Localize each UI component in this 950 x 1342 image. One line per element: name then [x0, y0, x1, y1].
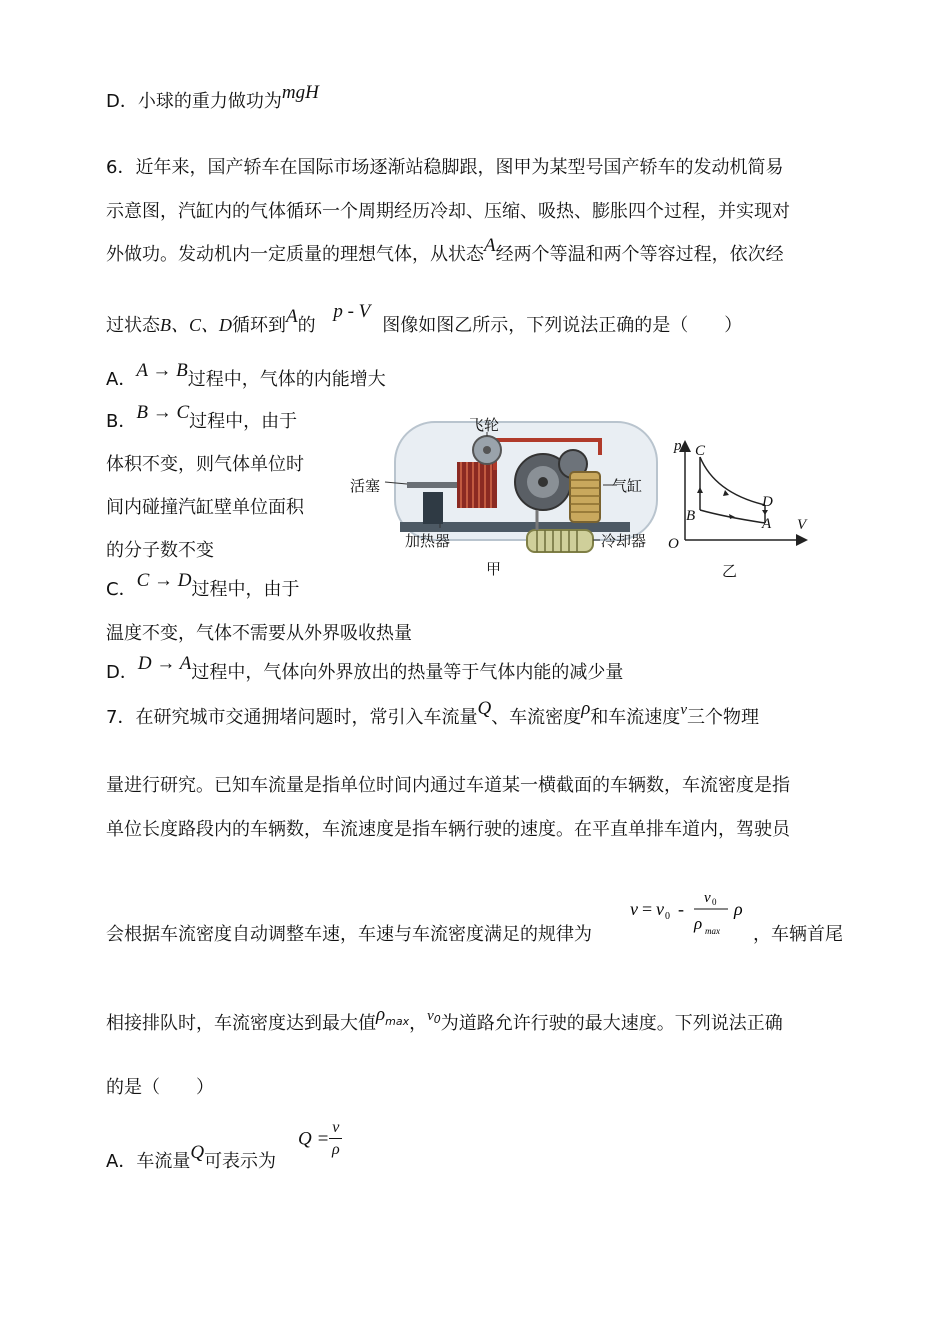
svg-text:0: 0: [665, 911, 670, 922]
q7-option-a: [106, 1142, 277, 1174]
q7-line3: 单位长度路段内的车辆数，车流速度是指车辆行驶的速度。在平直单排车道内，驾驶员: [106, 819, 790, 840]
denominator: ρ: [332, 1141, 340, 1158]
pv-label-a: A: [762, 516, 772, 532]
option-text: 过程中，由于: [191, 579, 300, 600]
q6-line4: [106, 301, 743, 338]
q6-option-b-line2: 体积不变，则气体单位时: [106, 454, 304, 475]
pv-label-p: p: [674, 438, 682, 454]
option-label: B．: [106, 411, 137, 432]
formula: D → A: [137, 653, 192, 674]
var-v0: v: [427, 1008, 434, 1024]
formula: B → C: [136, 402, 190, 423]
var-rho-max: ρ: [376, 1004, 386, 1025]
pv-label-v: V: [797, 517, 807, 533]
pv-label: p - V: [333, 301, 371, 322]
q7-line1: [106, 698, 759, 731]
var-rho: ρ: [581, 698, 591, 719]
caption-jia: 甲: [486, 560, 502, 578]
text: 、车流密度: [491, 707, 582, 728]
text: 为道路允许行驶的最大速度。下列说法正确: [440, 1013, 783, 1034]
subscript-zero: 0: [433, 1013, 441, 1026]
text: 的: [297, 315, 316, 336]
svg-text:=: =: [642, 899, 653, 919]
option-d-previous: [106, 82, 319, 114]
q6-line1: 6．近年来，国产轿车在国际市场逐渐站稳脚跟，图甲为某型号国产轿车的发动机简易: [106, 157, 784, 178]
text: 会根据车流密度自动调整车速，车速与车流密度满足的规律为: [106, 924, 592, 945]
pv-label-d: D: [762, 494, 773, 510]
option-label: A．车流量: [106, 1151, 191, 1172]
stand: [423, 492, 443, 524]
pv-diagram: [665, 435, 815, 555]
var-q: Q: [477, 698, 492, 719]
formula: A → B: [136, 360, 188, 381]
option-label: D．: [106, 662, 138, 683]
q6-line2: 示意图，汽缸内的气体循环一个周期经历冷却、压缩、吸热、膨胀四个过程，并实现对: [106, 201, 790, 222]
option-text: 过程中，气体的内能增大: [187, 369, 386, 390]
option-text: 可表示为: [204, 1151, 277, 1172]
text: ，: [409, 1013, 428, 1034]
q7-line4: [106, 923, 592, 947]
caption-yi: 乙: [722, 562, 738, 580]
q6-option-c: [106, 570, 300, 602]
text: 和车流速度: [590, 707, 681, 728]
svg-text:v: v: [704, 890, 711, 906]
text: 循环到: [232, 315, 286, 336]
label-flywheel: 飞轮: [469, 416, 500, 434]
pv-label-o: O: [668, 536, 679, 552]
text: 图像如图乙所示，下列说法正确的是（ ）: [382, 315, 743, 336]
engine-figure: [345, 410, 665, 585]
q6-option-c-line2: 温度不变，气体不需要从外界吸收热量: [106, 623, 412, 644]
option-text: 过程中，气体向外界放出的热量等于气体内能的减少量: [191, 662, 624, 683]
label-piston: 活塞: [350, 477, 381, 495]
text: 7．在研究城市交通拥堵问题时，常引入车流量: [106, 707, 478, 728]
pv-label-b: B: [686, 508, 696, 524]
subscript-max: max: [385, 1015, 410, 1028]
vars-bcd: B、C、D: [160, 315, 232, 335]
svg-text:ρ: ρ: [734, 899, 743, 919]
q7-line6: 的是（ ）: [106, 1077, 214, 1098]
q6-option-d: [106, 653, 624, 685]
label-heater: 加热器: [405, 532, 451, 550]
speed-density-formula: [628, 885, 753, 945]
q6-line3: [106, 235, 784, 267]
formula: C → D: [136, 570, 192, 591]
text: 经两个等温和两个等容过程，依次经: [495, 244, 784, 265]
path-cd: [700, 457, 765, 505]
option-text: 过程中，由于: [189, 411, 298, 432]
label-cylinder: 气缸: [612, 477, 643, 495]
formula-lhs: Q =: [298, 1128, 330, 1150]
option-text: D．小球的重力做功为: [106, 91, 282, 112]
svg-text:ρ: ρ: [694, 914, 703, 933]
flow-formula: [298, 1118, 342, 1161]
q7-line5: [106, 1004, 783, 1038]
svg-text:v: v: [656, 899, 664, 919]
var-a: A: [484, 235, 496, 256]
numerator: v: [329, 1118, 342, 1139]
pv-label-c: C: [695, 443, 706, 459]
q6-option-b: [106, 402, 298, 434]
text: 过状态: [106, 315, 160, 336]
formula: mgH: [281, 82, 319, 103]
q6-option-b-line4: 的分子数不变: [106, 540, 214, 561]
q7-line4-end: ，车辆首尾: [753, 924, 843, 945]
var-a: A: [286, 306, 298, 327]
text: 外做功。发动机内一定质量的理想气体，从状态: [106, 244, 484, 265]
q6-option-a: [106, 360, 386, 392]
label-cooler: 冷却器: [601, 532, 647, 550]
text: 三个物理: [686, 707, 759, 728]
option-label: C．: [106, 579, 137, 600]
option-label: A．: [106, 369, 137, 390]
text: 相接排队时，车流密度达到最大值: [106, 1013, 376, 1034]
fraction: [329, 1118, 342, 1161]
svg-text:-: -: [678, 899, 684, 919]
svg-text:0: 0: [712, 897, 717, 907]
q6-option-b-line3: 间内碰撞汽缸壁单位面积: [106, 497, 304, 518]
q7-line2: 量进行研究。已知车流量是指单位时间内通过车道某一横截面的车辆数，车流密度是指: [106, 775, 790, 796]
var-v: v: [680, 702, 687, 718]
svg-text:max: max: [705, 926, 720, 936]
svg-text:v: v: [630, 899, 638, 919]
var-q: Q: [190, 1142, 205, 1163]
